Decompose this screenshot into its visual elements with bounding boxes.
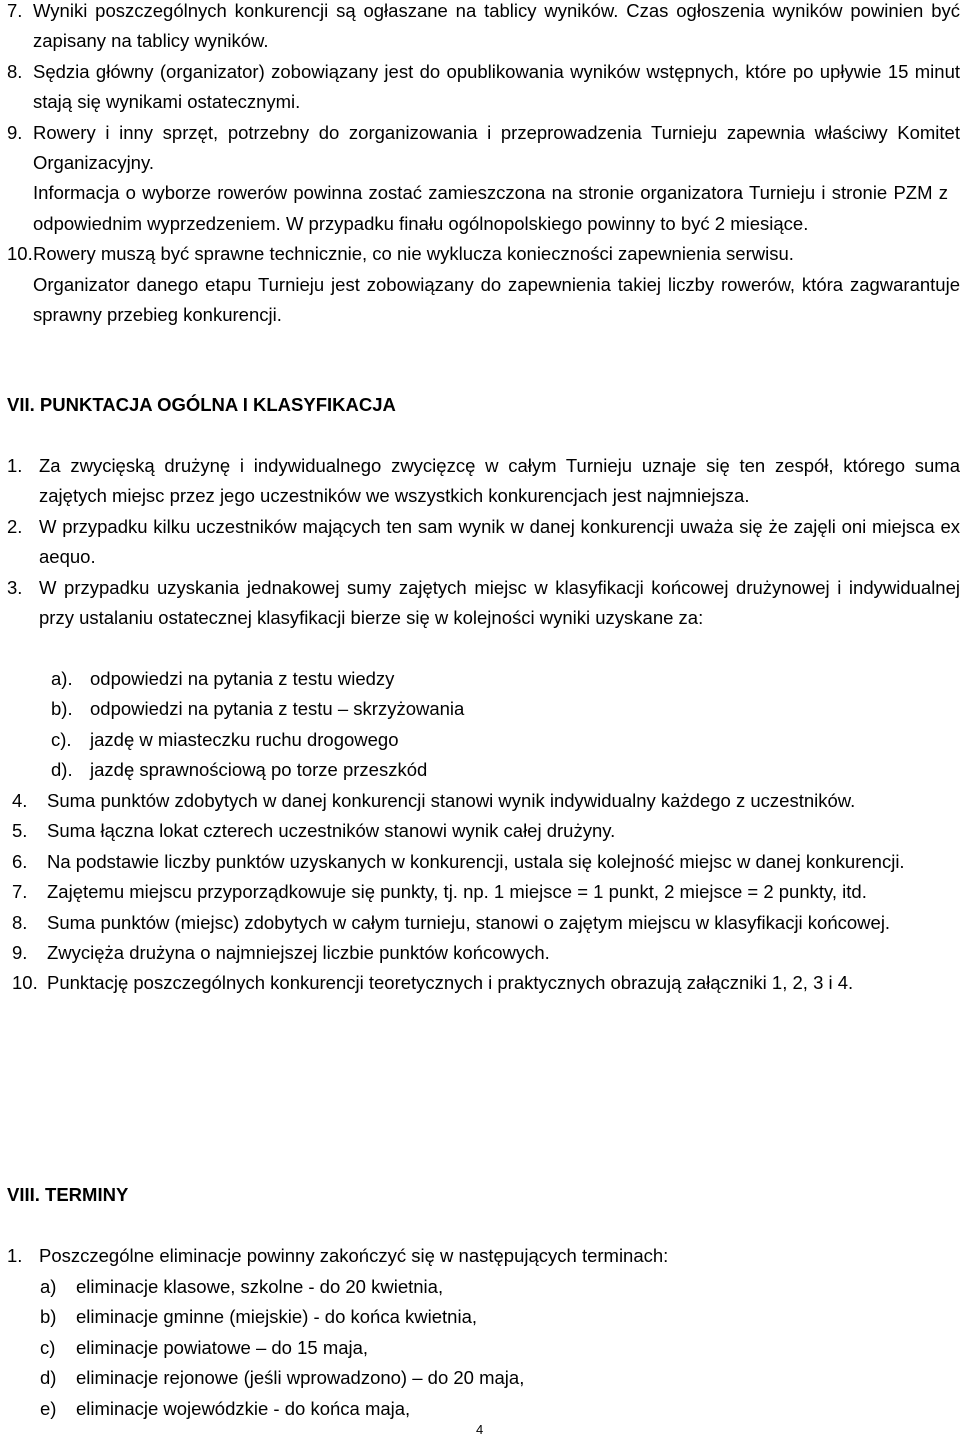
item-text: Wyniki poszczególnych konkurencji są ogłaszane na tablicy wyników. Czas ogłoszenia wyników powinien być zapisany na tablicy wyników. bbox=[33, 0, 960, 52]
list-item bbox=[12, 877, 957, 907]
list-item bbox=[51, 755, 931, 785]
item-text: Rowery muszą być sprawne technicznie, co nie wyklucza konieczności zapewnienia serwisu. bbox=[33, 243, 794, 265]
scoring-list bbox=[7, 451, 960, 633]
list-item bbox=[40, 1272, 920, 1302]
list-item bbox=[7, 118, 960, 240]
item-text: jazdę w miasteczku ruchu drogowego bbox=[90, 728, 399, 750]
list-item bbox=[7, 1241, 960, 1271]
item-text: Zajętemu miejscu przyporządkowuje się punkty, tj. np. 1 miejsce = 1 punkt, 2 miejsce = 2 punkty, itd. bbox=[47, 881, 867, 903]
item-number: b) bbox=[40, 1306, 57, 1328]
item-number: d). bbox=[51, 759, 73, 781]
item-text: Sędzia główny (organizator) zobowiązany jest do opublikowania wyników wstępnych, które po upływie 15 minut stają się wynikami ostatecznymi. bbox=[33, 60, 960, 113]
item-number: d) bbox=[40, 1367, 57, 1389]
list-item bbox=[7, 0, 960, 57]
item-number: 8. bbox=[7, 60, 23, 82]
item-number: 2. bbox=[7, 515, 23, 537]
item-number: 9. bbox=[12, 942, 28, 964]
item-text: jazdę sprawnościową po torze przeszkód bbox=[90, 759, 428, 781]
item-text: Suma punktów zdobytych w danej konkurencji stanowi wynik indywidualny każdego z uczestników. bbox=[47, 790, 856, 811]
item-number: 9. bbox=[7, 121, 23, 143]
item-number: 10. bbox=[12, 972, 38, 994]
list-item bbox=[7, 573, 960, 634]
list-item bbox=[7, 451, 960, 512]
list-item bbox=[12, 968, 957, 998]
item-text: eliminacje powiatowe – do 15 maja, bbox=[76, 1336, 369, 1358]
item-text: Suma punktów (miejsc) zdobytych w całym turnieju, stanowi o zajętym miejscu w klasyfikacji końcowej. bbox=[47, 911, 891, 933]
list-item bbox=[12, 816, 957, 846]
section-heading: VII. PUNKTACJA OGÓLNA I KLASYFIKACJA bbox=[7, 394, 396, 415]
list-item bbox=[12, 908, 957, 938]
list-item bbox=[7, 239, 960, 330]
item-number: 6. bbox=[12, 850, 28, 872]
item-text: eliminacje gminne (miejskie) - do końca kwietnia, bbox=[76, 1306, 477, 1328]
deadlines-sublist bbox=[40, 1272, 920, 1424]
item-number: b). bbox=[51, 698, 73, 720]
item-text: W przypadku uzyskania jednakowej sumy zajętych miejsc w klasyfikacji końcowej drużynowej i indywidualnej przy ustalaniu ostatecznej klasyfikacji bierze się w kolejności wyniki uzyskane za: bbox=[39, 576, 960, 629]
item-number: 1. bbox=[7, 455, 23, 476]
list-item bbox=[12, 847, 957, 877]
item-text: Rowery i inny sprzęt, potrzebny do zorganizowania i przeprowadzenia Turnieju zapewnia właściwy Komitet Organizacyjny. bbox=[33, 121, 960, 174]
tiebreak-list bbox=[51, 664, 931, 786]
item-number: e) bbox=[40, 1397, 57, 1419]
list-item bbox=[40, 1363, 920, 1393]
list-item bbox=[51, 694, 931, 724]
section-heading: VIII. TERMINY bbox=[7, 1184, 129, 1205]
list-item bbox=[12, 786, 957, 816]
item-number: c). bbox=[51, 728, 72, 750]
page-number: 4 bbox=[476, 1422, 484, 1437]
list-item bbox=[51, 725, 931, 755]
item-text: eliminacje rejonowe (jeśli wprowadzono) – do 20 maja, bbox=[76, 1367, 525, 1389]
deadlines-list bbox=[7, 1241, 960, 1271]
item-extra-text: Informacja o wyborze rowerów powinna zostać zamieszczona na stronie organizatora Turnieju i stronie PZM z odpowiednim wyprzedzeniem. W przypadku finału ogólnopolskiego powinny to być 2 miesiące. bbox=[33, 182, 948, 234]
item-number: 7. bbox=[12, 881, 28, 903]
rules-list bbox=[7, 0, 960, 330]
item-text: odpowiedzi na pytania z testu wiedzy bbox=[90, 668, 395, 689]
list-item bbox=[12, 938, 957, 968]
item-number: 5. bbox=[12, 820, 28, 842]
list-item bbox=[40, 1302, 920, 1332]
item-number: a). bbox=[51, 668, 73, 689]
item-number: 1. bbox=[7, 1245, 23, 1266]
item-text: odpowiedzi na pytania z testu – skrzyżowania bbox=[90, 698, 465, 720]
item-text: W przypadku kilku uczestników mających ten sam wynik w danej konkurencji uważa się że zajęli oni miejsca ex aequo. bbox=[39, 515, 960, 568]
item-number: 8. bbox=[12, 911, 28, 933]
list-item bbox=[40, 1333, 920, 1363]
list-item bbox=[7, 57, 960, 118]
item-text: eliminacje wojewódzkie - do końca maja, bbox=[76, 1397, 411, 1419]
item-text: Punktację poszczególnych konkurencji teoretycznych i praktycznych obrazują załączniki 1, 2, 3 i 4. bbox=[47, 972, 854, 994]
item-text: Na podstawie liczby punktów uzyskanych w konkurencji, ustala się kolejność miejsc w danej konkurencji. bbox=[47, 850, 905, 872]
list-item bbox=[51, 664, 931, 694]
item-text: Zwycięża drużyna o najmniejszej liczbie punktów końcowych. bbox=[47, 942, 550, 964]
item-text: eliminacje klasowe, szkolne - do 20 kwietnia, bbox=[76, 1276, 444, 1297]
item-number: a) bbox=[40, 1276, 57, 1297]
item-text: Poszczególne eliminacje powinny zakończyć się w następujących terminach: bbox=[39, 1245, 669, 1266]
item-number: 4. bbox=[12, 790, 28, 811]
list-item bbox=[7, 512, 960, 573]
item-text: Za zwycięską drużynę i indywidualnego zwycięzcę w całym Turnieju uznaje się ten zespół, którego suma zajętych miejsc przez jego uczestników we wszystkich konkurencjach jest najmniejsza. bbox=[39, 455, 960, 507]
item-number: 10. bbox=[7, 243, 33, 265]
item-number: 3. bbox=[7, 576, 23, 598]
item-text: Suma łączna lokat czterech uczestników stanowi wynik całej drużyny. bbox=[47, 820, 616, 842]
scoring-list-continued bbox=[12, 786, 957, 999]
item-extra-text: Organizator danego etapu Turnieju jest zobowiązany do zapewnienia takiej liczby rowerów, która zagwarantuje sprawny przebieg konkurencji. bbox=[33, 273, 960, 326]
item-number: 7. bbox=[7, 0, 23, 21]
item-number: c) bbox=[40, 1336, 56, 1358]
list-item bbox=[40, 1394, 920, 1424]
